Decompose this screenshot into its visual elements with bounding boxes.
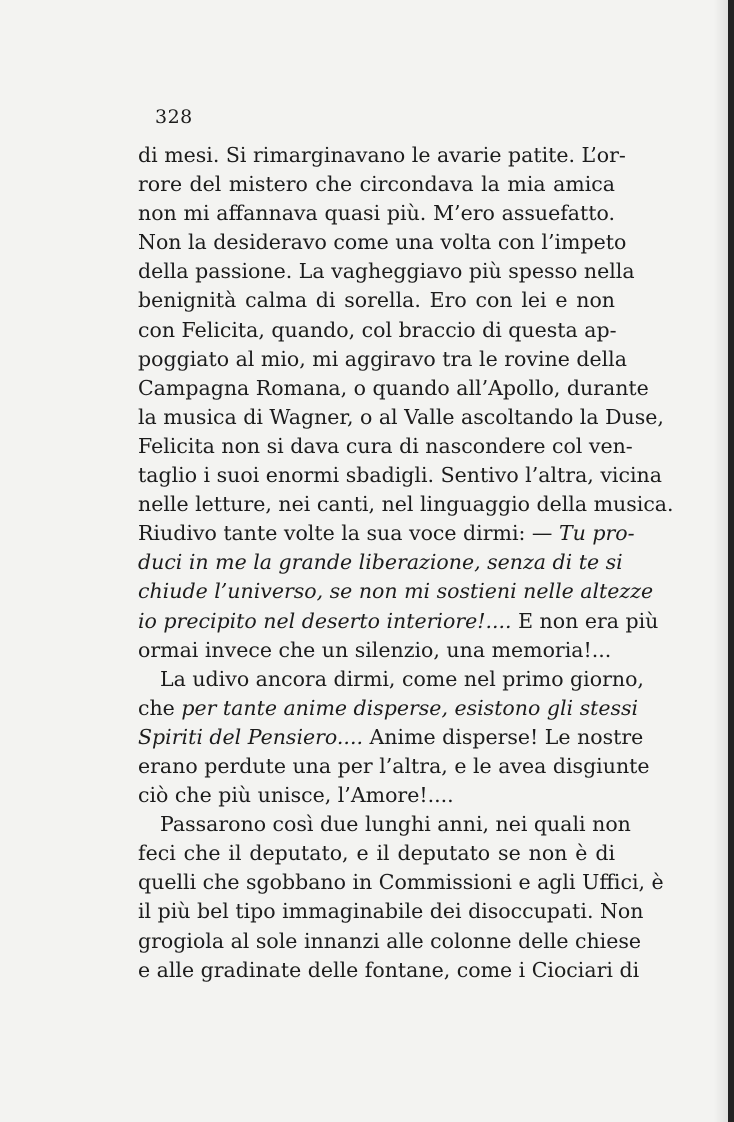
text-line: rore del mistero che circondava la mia amica bbox=[138, 172, 615, 197]
paragraph-start: Passarono così due lunghi anni, nei quali non bbox=[160, 812, 631, 837]
body-text bbox=[138, 141, 674, 985]
text-line bbox=[138, 694, 639, 723]
page-shadow bbox=[714, 0, 728, 1122]
text-line: erano perdute una per l’altra, e le avea disgiunte bbox=[138, 753, 650, 778]
italic-line: duci in me la grande liberazione, senza di te si bbox=[138, 550, 623, 575]
text-line bbox=[138, 723, 644, 752]
text-line: Felicita non si dava cura di nascondere col ven- bbox=[138, 433, 633, 458]
text-line: ciò che più unisce, l’Amore!.... bbox=[138, 783, 454, 808]
text-line bbox=[138, 607, 659, 636]
text-span: Anime disperse! Le nostre bbox=[362, 724, 644, 749]
text-line: quelli che sgobbano in Commissioni e agli Uffici, è bbox=[138, 870, 664, 895]
text-line: ormai invece che un silenzio, una memoria!... bbox=[138, 637, 612, 662]
text-line: Non la desideravo come una volta con l’impeto bbox=[138, 230, 627, 255]
italic-span: io precipito nel deserto interiore!.... bbox=[138, 608, 512, 633]
text-line: di mesi. Si rimarginavano le avarie patite. L’or- bbox=[138, 143, 626, 167]
page-number: 328 bbox=[155, 106, 193, 128]
text-line: nelle letture, nei canti, nel linguaggio della musica. bbox=[138, 492, 674, 517]
italic-line: chiude l’universo, se non mi sostieni nelle altezze bbox=[138, 579, 654, 604]
italic-span: per tante anime disperse, esistono gli stessi bbox=[181, 695, 639, 720]
italic-span: Tu pro- bbox=[558, 521, 635, 546]
text-span: Riudivo tante volte la sua voce dirmi: — bbox=[138, 521, 559, 546]
text-span: E non era più bbox=[511, 608, 659, 633]
text-line: e alle gradinate delle fontane, come i Ciociari di bbox=[138, 957, 640, 982]
page-edge bbox=[728, 0, 734, 1122]
text-line: grogiola al sole innanzi alle colonne delle chiese bbox=[138, 928, 642, 953]
paragraph-start: La udivo ancora dirmi, come nel primo giorno, bbox=[160, 666, 644, 691]
italic-span: Spiriti del Pensiero.... bbox=[138, 724, 363, 749]
text-line: della passione. La vagheggiavo più spesso nella bbox=[138, 259, 635, 284]
text-line: non mi affannava quasi più. M’ero assuefatto. bbox=[138, 201, 615, 226]
text-line: poggiato al mio, mi aggiravo tra le rovine della bbox=[138, 346, 627, 371]
text-line: la musica di Wagner, o al Valle ascoltando la Duse, bbox=[138, 404, 664, 429]
text-line: con Felicita, quando, col braccio di questa ap- bbox=[138, 317, 617, 342]
text-line: il più bel tipo immaginabile dei disoccupati. Non bbox=[138, 899, 644, 924]
text-span: che bbox=[138, 695, 182, 720]
text-line: Campagna Romana, o quando all’Apollo, durante bbox=[138, 375, 649, 400]
text-line: feci che il deputato, e il deputato se non è di bbox=[138, 841, 615, 866]
text-line bbox=[138, 519, 635, 548]
text-line: benignità calma di sorella. Ero con lei e non bbox=[138, 288, 615, 313]
text-line: taglio i suoi enormi sbadigli. Sentivo l’altra, vicina bbox=[138, 463, 662, 488]
